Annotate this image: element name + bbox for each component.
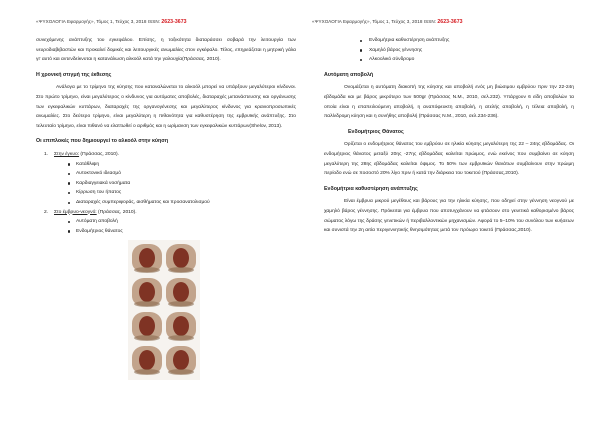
list-item-text: Ενδομήτριος θάνατος [76, 228, 123, 234]
fetus-stage-3-icon [130, 276, 164, 308]
list-item-text: Κατάθλιψη [76, 161, 100, 167]
list-item-fetus [36, 208, 296, 218]
fetus-stage-1-icon [130, 242, 164, 274]
bullet-icon [68, 173, 70, 175]
bullet-icon [68, 221, 70, 223]
list-item-text: Αυτόματη αποβολή [76, 219, 118, 225]
left-column [36, 36, 296, 380]
list-item [36, 198, 296, 208]
intro-paragraph: συνεχόμενης ανάπτυξης του εγκεφάλου. Επίσης, η τοξικότητα διαταράσσει σοβαρά την λειτουργία των νευροδιαβιβαστών και προκαλεί δομικές και λειτουργικές ανωμαλίες στον εγκέφαλο. Τέλος, επηρεάζεται η μητρική γάλα γι' αυτό και αντενδείκνυται η κατανάλωση αλκοόλ κατά την γαλουχία(Πράσσας, 2010). [36, 38, 296, 63]
growth-restriction-paragraph: Είναι έμβρυα μικρού μεγέθους και βάρους για την ηλικία κύησης, που οδηγεί στην γέννηση νεογνού με χαμηλό βάρος γέννησης. Πρόκειται για έμβρυα που αποτυγχάνουν να φτάσουν στο γενετικά καθορισμένο βάρος σώματος λόγω της δράσης γενετικών ή περιβαλλοντικών μηχανισμών. Αφορά το 5–10% του συνόλου των κυήσεων και συνιστά την 2η αιτία περιγεννητικής θνησιμότητας μετά τον πρόωρο τοκετό (Πράσσας,2010). [324, 199, 574, 234]
bullet-icon [68, 163, 70, 165]
running-header-left [36, 19, 187, 25]
fetus-stage-2-icon [164, 242, 198, 274]
list-item [324, 36, 574, 46]
list-item-text: Καρδιαγγειακά νοσήματα [76, 180, 131, 186]
fetus-complications-list-continued [324, 36, 574, 65]
section-heading-complications: Οι επιπλοκές που δημιουργεί το αλκοόλ στην κύηση [36, 138, 169, 145]
fetus-stage-7-icon [130, 344, 164, 376]
fetal-development-photo [128, 240, 200, 380]
exposure-timing-paragraph: Ανάλογα με το τρίμηνο της κύησης που καταναλώνεται το αλκοόλ μπορεί να υπάρξουν μεγαλύτεροι κίνδυνοι. Στο πρώτο τρίμηνο, είναι μεγαλύτερος ο κίνδυνος για αυτόματες αποβολές, διαταραχές μετανάστευσης και οργάνωσης των εγκεφαλικών κυττάρων, διαταραχές της οργανογένεσης και μεγαλύτερος κίνδυνος για κρανιοπροσωπικές ανωμαλίες. Στο δεύτερο τρίμηνο, είναι μεγαλύτερη η πιθανότητα για καθυστέρηση της εμβρυϊκής ανάπτυξης. Στο τελευταίο τρίμηνο, είναι πιθανό να ελαττωθεί ο αριθμός και η ωρίμανση των εγκεφαλικών κυττάρων(Shelov, 2013). [36, 85, 296, 129]
issn-label: ISSN: [423, 19, 437, 24]
bullet-icon [360, 49, 362, 51]
issn-number: 2623-3673 [161, 19, 187, 25]
pregnant-complications-list [36, 160, 296, 208]
list-item-text: Κίρρωση του ήπατος [76, 190, 122, 196]
list-label: Στην έγκυο: [54, 151, 80, 157]
list-number: 1. [44, 151, 49, 157]
list-item [36, 227, 296, 237]
fetus-stage-6-icon [164, 310, 198, 342]
list-item [324, 46, 574, 56]
section-heading-exposure-timing: Η χρονική στιγμή της έκθεσης [36, 71, 112, 78]
journal-name: «ΨΥΧΟΛΟΓΙΑ Εφαρμογής», Τόμος 1, Τεύχος 3, 2018 [36, 19, 147, 24]
issn-number: 2623-3673 [437, 19, 463, 25]
bullet-icon [68, 230, 70, 232]
section-heading-intrauterine-death: Ενδομήτριος Θάνατος [348, 128, 404, 135]
list-item [36, 179, 296, 189]
bullet-icon [68, 192, 70, 194]
section-heading-growth-restriction: Ενδομήτρια καθυστέρηση ανάπτυξης [324, 185, 418, 192]
running-header-right [312, 19, 463, 25]
journal-name: «ΨΥΧΟΛΟΓΙΑ Εφαρμογής», Τόμος 1, Τεύχος 3, 2018 [312, 19, 423, 24]
list-label: Στο έμβρυο-νεογνό: [54, 209, 97, 215]
list-number: 2. [44, 209, 49, 215]
fetus-stage-8-icon [164, 344, 198, 376]
bullet-icon [68, 182, 70, 184]
fetus-stage-4-icon [164, 276, 198, 308]
list-source: (Πράσσας, 2010). [96, 209, 137, 215]
bullet-icon [360, 40, 362, 42]
section-heading-abortion: Αυτόματη αποβολή [324, 71, 374, 78]
bullet-icon [68, 202, 70, 204]
list-item-text: Ενδομήτρια καθυστέρηση ανάπτυξης [369, 38, 450, 43]
list-item-text: Διαταραχές συμπεριφοράς, αισθήματος και προσανατολισμού [76, 199, 210, 205]
bullet-icon [360, 59, 362, 61]
list-item [36, 188, 296, 198]
issn-label: ISSN: [147, 19, 161, 24]
list-item [36, 160, 296, 170]
intrauterine-death-paragraph: Ορίζεται ο ενδομήτριος θάνατος του εμβρύου σε ηλικία κύησης μεγαλύτερη της 22 – 24ης εβδομάδας. Οι ενδομήτριος θάνατος μεταξύ 20ης -27ης εβδομάδας καλείται πρώιμος, ενώ εκείνος που συμβαίνει σε κύηση μεγαλύτερη της 28ης εβδομάδας καλείται όψιμος. Το 50% των εμβρυϊκών θανάτων συμβαίνουν στην πρώιμη περίοδο ενώ σε ποσοστό 20% λίγο πριν ή κατά την διάρκεια του τοκετού (Πράσσας,2010). [324, 142, 574, 177]
list-item [324, 55, 574, 65]
list-item [36, 169, 296, 179]
list-source: (Πράσσας, 2010). [79, 151, 120, 157]
list-item-text: Αλκοολικό σύνδρομο [369, 57, 415, 63]
abortion-paragraph: Ονομάζεται η αυτόματη διακοπή της κύησης και αποβολή ενός μη βιώσιμου εμβρύου πριν την 22-24η εβδομάδα και με βάρος μικρότερο των 500gr (Πράσσας Ν.Μ., 2010, σελ.232). Υπάρχουν 6 είδη αποβολών τα οποία είναι η επαπειλούμενη αποβολή, η αναπόφευκτη αποβολή, η ατελής αποβολή, η τέλεια αποβολή, η παλίνδρομη κύηση και η συνήθης αποβολή (Πράσσας Ν.Μ., 2010, σελ.234-236). [324, 85, 574, 120]
list-item-text: Χαμηλό βάρος γέννησης [369, 47, 423, 53]
list-item-pregnant [36, 150, 296, 160]
list-item-text: Αυτοκτονικό ιδεασμό [76, 171, 121, 177]
fetus-stage-5-icon [130, 310, 164, 342]
list-item [36, 217, 296, 227]
fetus-complications-list [36, 217, 296, 236]
right-column [324, 36, 574, 236]
